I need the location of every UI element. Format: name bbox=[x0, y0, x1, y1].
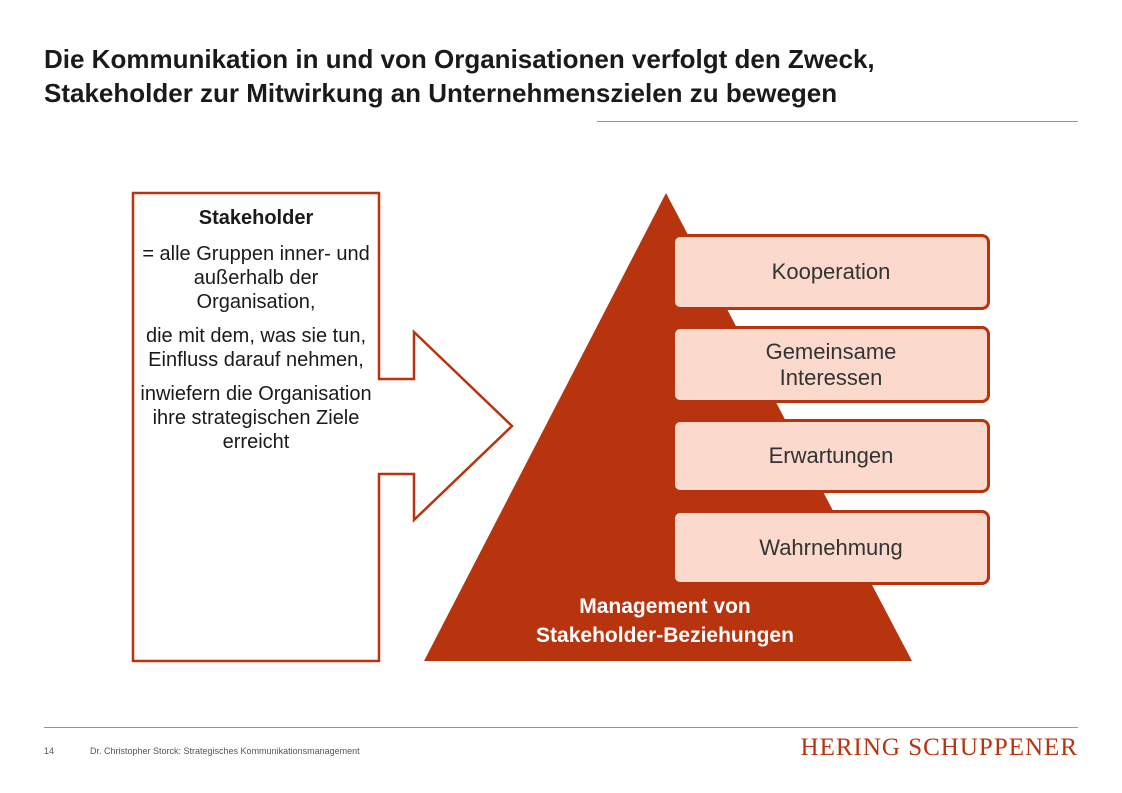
company-logo: HERING SCHUPPENER bbox=[800, 734, 1078, 761]
stakeholder-definition-part-3: inwiefern die Organisation ihre strategischen Ziele erreicht bbox=[140, 383, 372, 453]
page-title-line-2: Stakeholder zur Mitwirkung an Unternehmenszielen zu bewegen bbox=[44, 78, 838, 108]
footer-divider bbox=[44, 727, 1078, 728]
pyramid-level-label: Wahrnehmung bbox=[759, 534, 903, 560]
page-title-line-1: Die Kommunikation in und von Organisationen verfolgt den Zweck, bbox=[44, 44, 875, 74]
pyramid-caption bbox=[480, 592, 850, 650]
stakeholder-heading: Stakeholder bbox=[198, 207, 314, 229]
pyramid-level-erwartungen bbox=[672, 419, 990, 493]
page-number: 14 bbox=[44, 746, 55, 756]
stakeholder-definition bbox=[140, 206, 372, 464]
pyramid-caption-line-2: Stakeholder-Beziehungen bbox=[536, 624, 794, 647]
pyramid-level-kooperation bbox=[672, 234, 990, 310]
pyramid-level-label: Gemeinsame Interessen bbox=[765, 338, 897, 390]
pyramid-level-label: Kooperation bbox=[771, 259, 891, 284]
pyramid-level-gemeinsame-interessen bbox=[672, 326, 990, 403]
pyramid-level-label: Erwartungen bbox=[768, 443, 894, 468]
stakeholder-definition-part-2: die mit dem, was sie tun, Einfluss darauf nehmen, bbox=[145, 325, 367, 371]
pyramid-caption-line-1: Management von bbox=[579, 595, 751, 618]
stakeholder-definition-part-1: = alle Gruppen inner- und außerhalb der Organisation, bbox=[142, 243, 370, 313]
pyramid-level-wahrnehmung bbox=[672, 510, 990, 585]
footer-author: Dr. Christopher Storck: Strategisches Kommunikationsmanagement bbox=[90, 746, 360, 756]
